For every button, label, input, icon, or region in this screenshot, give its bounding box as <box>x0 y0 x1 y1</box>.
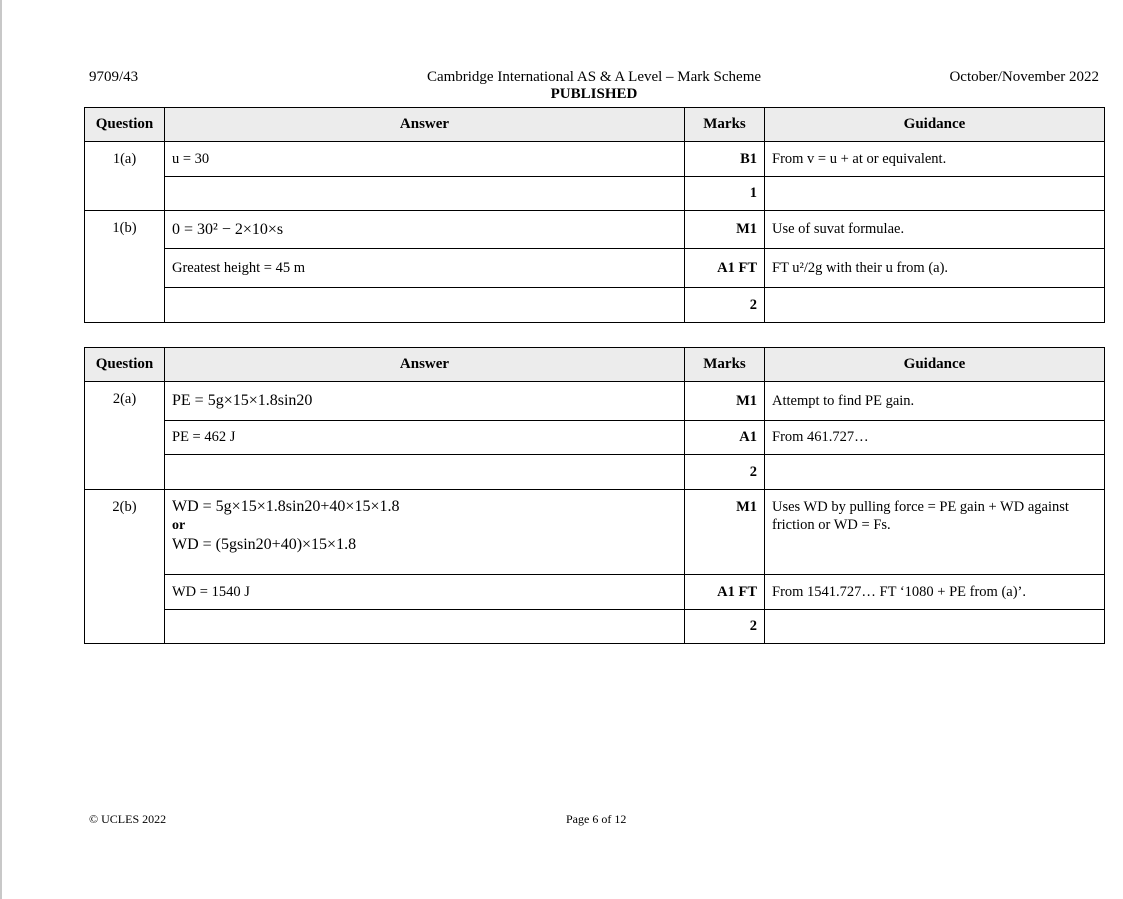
mark-total: 2 <box>685 288 765 323</box>
mark-cell: M1 <box>685 382 765 421</box>
col-question: Question <box>85 108 165 142</box>
header-row <box>85 108 1105 142</box>
mark-scheme-table-q2 <box>84 347 1105 644</box>
mark-cell: A1 <box>685 421 765 455</box>
status-label: PUBLISHED <box>550 86 638 102</box>
answer-line: WD = 5g×15×1.8sin20+40×15×1.8 <box>172 498 400 515</box>
guidance-cell-empty <box>765 455 1105 490</box>
page-edge <box>0 0 2 899</box>
guidance-cell: Uses WD by pulling force = PE gain + WD against friction or WD = Fs. <box>765 490 1105 575</box>
table-row <box>85 177 1105 211</box>
mark-total: 2 <box>685 455 765 490</box>
guidance-cell: Attempt to find PE gain. <box>765 382 1105 421</box>
table-row <box>85 211 1105 249</box>
answer-cell: PE = 462 J <box>165 421 685 455</box>
exam-session: October/November 2022 <box>949 69 1099 85</box>
answer-cell: u = 30 <box>165 142 685 177</box>
paper-code: 9709/43 <box>89 69 139 85</box>
answer-cell-empty <box>165 610 685 644</box>
table-row <box>85 142 1105 177</box>
col-question: Question <box>85 348 165 382</box>
col-marks: Marks <box>685 348 765 382</box>
col-guidance: Guidance <box>765 348 1105 382</box>
question-label: 2(b) <box>85 490 165 644</box>
table-row <box>85 610 1105 644</box>
question-label: 1(b) <box>85 211 165 323</box>
document-title <box>380 69 808 103</box>
mark-total: 2 <box>685 610 765 644</box>
mark-cell: A1 FT <box>685 249 765 288</box>
answer-cell-empty <box>165 288 685 323</box>
table-row <box>85 575 1105 610</box>
table-row <box>85 249 1105 288</box>
answer-cell-empty <box>165 177 685 211</box>
answer-cell-empty <box>165 455 685 490</box>
guidance-cell: From 1541.727… FT ‘1080 + PE from (a)’. <box>765 575 1105 610</box>
guidance-cell-empty <box>765 177 1105 211</box>
guidance-cell: From 461.727… <box>765 421 1105 455</box>
answer-cell: 0 = 30² − 2×10×s <box>165 211 685 249</box>
guidance-cell: FT u²/2g with their u from (a). <box>765 249 1105 288</box>
mark-cell: B1 <box>685 142 765 177</box>
copyright-notice: © UCLES 2022 <box>89 812 167 826</box>
mark-cell: A1 FT <box>685 575 765 610</box>
col-marks: Marks <box>685 108 765 142</box>
guidance-cell-empty <box>765 288 1105 323</box>
mark-cell: M1 <box>685 490 765 575</box>
mark-scheme-table-q1 <box>84 107 1105 323</box>
col-answer: Answer <box>165 348 685 382</box>
table-row <box>85 490 1105 575</box>
header-row <box>85 348 1105 382</box>
guidance-cell-empty <box>765 610 1105 644</box>
answer-cell: Greatest height = 45 m <box>165 249 685 288</box>
guidance-cell: From v = u + at or equivalent. <box>765 142 1105 177</box>
table-row <box>85 421 1105 455</box>
col-guidance: Guidance <box>765 108 1105 142</box>
answer-cell: PE = 5g×15×1.8sin20 <box>165 382 685 421</box>
mark-cell: M1 <box>685 211 765 249</box>
mark-total: 1 <box>685 177 765 211</box>
answer-line: WD = (5gsin20+40)×15×1.8 <box>172 536 357 553</box>
page-number: Page 6 of 12 <box>566 812 627 826</box>
col-answer: Answer <box>165 108 685 142</box>
table-row <box>85 288 1105 323</box>
guidance-cell: Use of suvat formulae. <box>765 211 1105 249</box>
answer-cell <box>165 490 685 575</box>
question-label: 2(a) <box>85 382 165 490</box>
table-row <box>85 382 1105 421</box>
or-label: or <box>172 518 186 533</box>
title-line: Cambridge International AS & A Level – Mark Scheme <box>426 69 762 85</box>
table-row <box>85 455 1105 490</box>
answer-cell: WD = 1540 J <box>165 575 685 610</box>
question-label: 1(a) <box>85 142 165 211</box>
